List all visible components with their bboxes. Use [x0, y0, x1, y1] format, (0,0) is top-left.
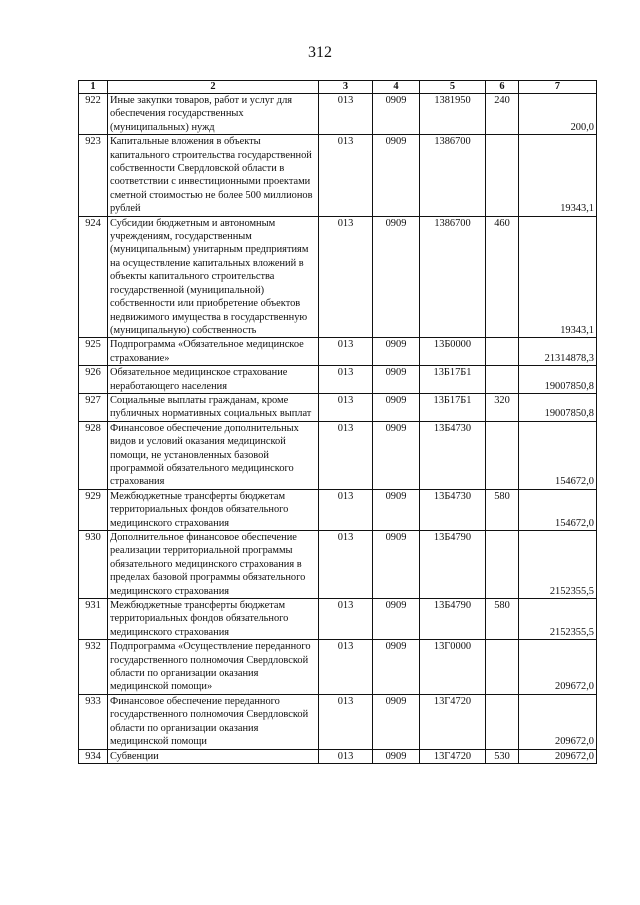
- row-target-code: 13Б17Б1: [420, 393, 486, 421]
- row-amount: 200,0: [519, 94, 597, 135]
- row-target-code: 1386700: [420, 216, 486, 338]
- column-header: 3: [319, 81, 373, 94]
- row-name: Капитальные вложения в объекты капитального строительства государственной собственности Свердловской области в соответствии с инвестиционными проектами сметной стоимостью не более 500 миллионов рублей: [108, 135, 319, 216]
- row-ministry-code: 013: [319, 640, 373, 695]
- table-row: [79, 640, 597, 695]
- row-section-code: 0909: [373, 366, 420, 394]
- row-amount: 2152355,5: [519, 531, 597, 599]
- row-section-code: 0909: [373, 135, 420, 216]
- row-target-code: 13Б4730: [420, 489, 486, 530]
- row-target-code: 13Г4720: [420, 694, 486, 749]
- row-amount: 21314878,3: [519, 338, 597, 366]
- row-name: Подпрограмма «Обязательное медицинское страхование»: [108, 338, 319, 366]
- row-ministry-code: 013: [319, 393, 373, 421]
- row-ministry-code: 013: [319, 489, 373, 530]
- row-ministry-code: 013: [319, 531, 373, 599]
- row-target-code: 13Г0000: [420, 640, 486, 695]
- column-header: 4: [373, 81, 420, 94]
- row-expense-code: 320: [486, 393, 519, 421]
- row-amount: 19343,1: [519, 135, 597, 216]
- budget-table: [78, 80, 597, 764]
- row-number: 927: [79, 393, 108, 421]
- table-row: [79, 599, 597, 640]
- row-amount: 19343,1: [519, 216, 597, 338]
- row-name: Финансовое обеспечение переданного государственного полномочия Свердловской области по организации оказания медицинской помощи: [108, 694, 319, 749]
- row-name: Межбюджетные трансферты бюджетам территориальных фондов обязательного медицинского страхования: [108, 489, 319, 530]
- row-section-code: 0909: [373, 421, 420, 489]
- table-row: [79, 694, 597, 749]
- table-row: [79, 489, 597, 530]
- column-header: 7: [519, 81, 597, 94]
- row-expense-code: [486, 135, 519, 216]
- row-expense-code: [486, 366, 519, 394]
- row-amount: 2152355,5: [519, 599, 597, 640]
- row-expense-code: [486, 338, 519, 366]
- column-header: 5: [420, 81, 486, 94]
- row-number: 924: [79, 216, 108, 338]
- row-number: 922: [79, 94, 108, 135]
- row-ministry-code: 013: [319, 749, 373, 763]
- row-amount: 209672,0: [519, 640, 597, 695]
- table-row: [79, 393, 597, 421]
- column-header: 1: [79, 81, 108, 94]
- row-name: Субвенции: [108, 749, 319, 763]
- row-name: Финансовое обеспечение дополнительных видов и условий оказания медицинской помощи, не установленных базовой программой обязательного медицинского страхования: [108, 421, 319, 489]
- row-section-code: 0909: [373, 640, 420, 695]
- row-number: 923: [79, 135, 108, 216]
- row-amount: 19007850,8: [519, 366, 597, 394]
- row-expense-code: 580: [486, 489, 519, 530]
- row-target-code: 13Г4720: [420, 749, 486, 763]
- row-expense-code: 240: [486, 94, 519, 135]
- row-target-code: 1386700: [420, 135, 486, 216]
- row-amount: 209672,0: [519, 749, 597, 763]
- row-target-code: 13Б4790: [420, 531, 486, 599]
- row-expense-code: 460: [486, 216, 519, 338]
- row-number: 930: [79, 531, 108, 599]
- row-expense-code: 530: [486, 749, 519, 763]
- row-ministry-code: 013: [319, 338, 373, 366]
- table-row: [79, 749, 597, 763]
- row-name: Подпрограмма «Осуществление переданного государственного полномочия Свердловской области по организации оказания медицинской помощи»: [108, 640, 319, 695]
- row-ministry-code: 013: [319, 599, 373, 640]
- row-section-code: 0909: [373, 489, 420, 530]
- row-amount: 154672,0: [519, 421, 597, 489]
- row-ministry-code: 013: [319, 421, 373, 489]
- page-number: 312: [308, 44, 332, 61]
- row-amount: 19007850,8: [519, 393, 597, 421]
- row-section-code: 0909: [373, 694, 420, 749]
- row-expense-code: [486, 531, 519, 599]
- row-number: 933: [79, 694, 108, 749]
- row-name: Межбюджетные трансферты бюджетам территориальных фондов обязательного медицинского страхования: [108, 599, 319, 640]
- row-ministry-code: 013: [319, 694, 373, 749]
- row-number: 929: [79, 489, 108, 530]
- table-row: [79, 94, 597, 135]
- table-row: [79, 216, 597, 338]
- row-amount: 154672,0: [519, 489, 597, 530]
- row-target-code: 13Б0000: [420, 338, 486, 366]
- row-section-code: 0909: [373, 338, 420, 366]
- row-name: Дополнительное финансовое обеспечение реализации территориальной программы обязательного медицинского страхования в пределах базовой программы обязательного медицинского страхования: [108, 531, 319, 599]
- row-name: Субсидии бюджетным и автономным учреждениям, государственным (муниципальным) унитарным предприятиям на осуществление капитальных вложений в объекты капитального строительства государственной (муниципальной) собственности или приобретение объектов недвижимого имущества в государственную (муниципальную) собственность: [108, 216, 319, 338]
- row-ministry-code: 013: [319, 94, 373, 135]
- row-ministry-code: 013: [319, 366, 373, 394]
- column-header: 2: [108, 81, 319, 94]
- row-ministry-code: 013: [319, 216, 373, 338]
- row-name: Обязательное медицинское страхование неработающего населения: [108, 366, 319, 394]
- table-row: [79, 531, 597, 599]
- row-name: Социальные выплаты гражданам, кроме публичных нормативных социальных выплат: [108, 393, 319, 421]
- row-target-code: 1381950: [420, 94, 486, 135]
- row-section-code: 0909: [373, 531, 420, 599]
- row-number: 926: [79, 366, 108, 394]
- row-number: 925: [79, 338, 108, 366]
- row-target-code: 13Б4790: [420, 599, 486, 640]
- row-section-code: 0909: [373, 393, 420, 421]
- table-row: [79, 421, 597, 489]
- column-header: 6: [486, 81, 519, 94]
- row-expense-code: [486, 421, 519, 489]
- table-row: [79, 135, 597, 216]
- table-row: [79, 366, 597, 394]
- row-number: 932: [79, 640, 108, 695]
- row-number: 934: [79, 749, 108, 763]
- row-ministry-code: 013: [319, 135, 373, 216]
- table-row: [79, 338, 597, 366]
- row-expense-code: 580: [486, 599, 519, 640]
- row-number: 928: [79, 421, 108, 489]
- row-section-code: 0909: [373, 749, 420, 763]
- row-section-code: 0909: [373, 94, 420, 135]
- row-section-code: 0909: [373, 216, 420, 338]
- row-expense-code: [486, 694, 519, 749]
- row-number: 931: [79, 599, 108, 640]
- row-amount: 209672,0: [519, 694, 597, 749]
- row-target-code: 13Б17Б1: [420, 366, 486, 394]
- row-section-code: 0909: [373, 599, 420, 640]
- row-name: Иные закупки товаров, работ и услуг для обеспечения государственных (муниципальных) нужд: [108, 94, 319, 135]
- row-expense-code: [486, 640, 519, 695]
- row-target-code: 13Б4730: [420, 421, 486, 489]
- header-row: [79, 81, 597, 94]
